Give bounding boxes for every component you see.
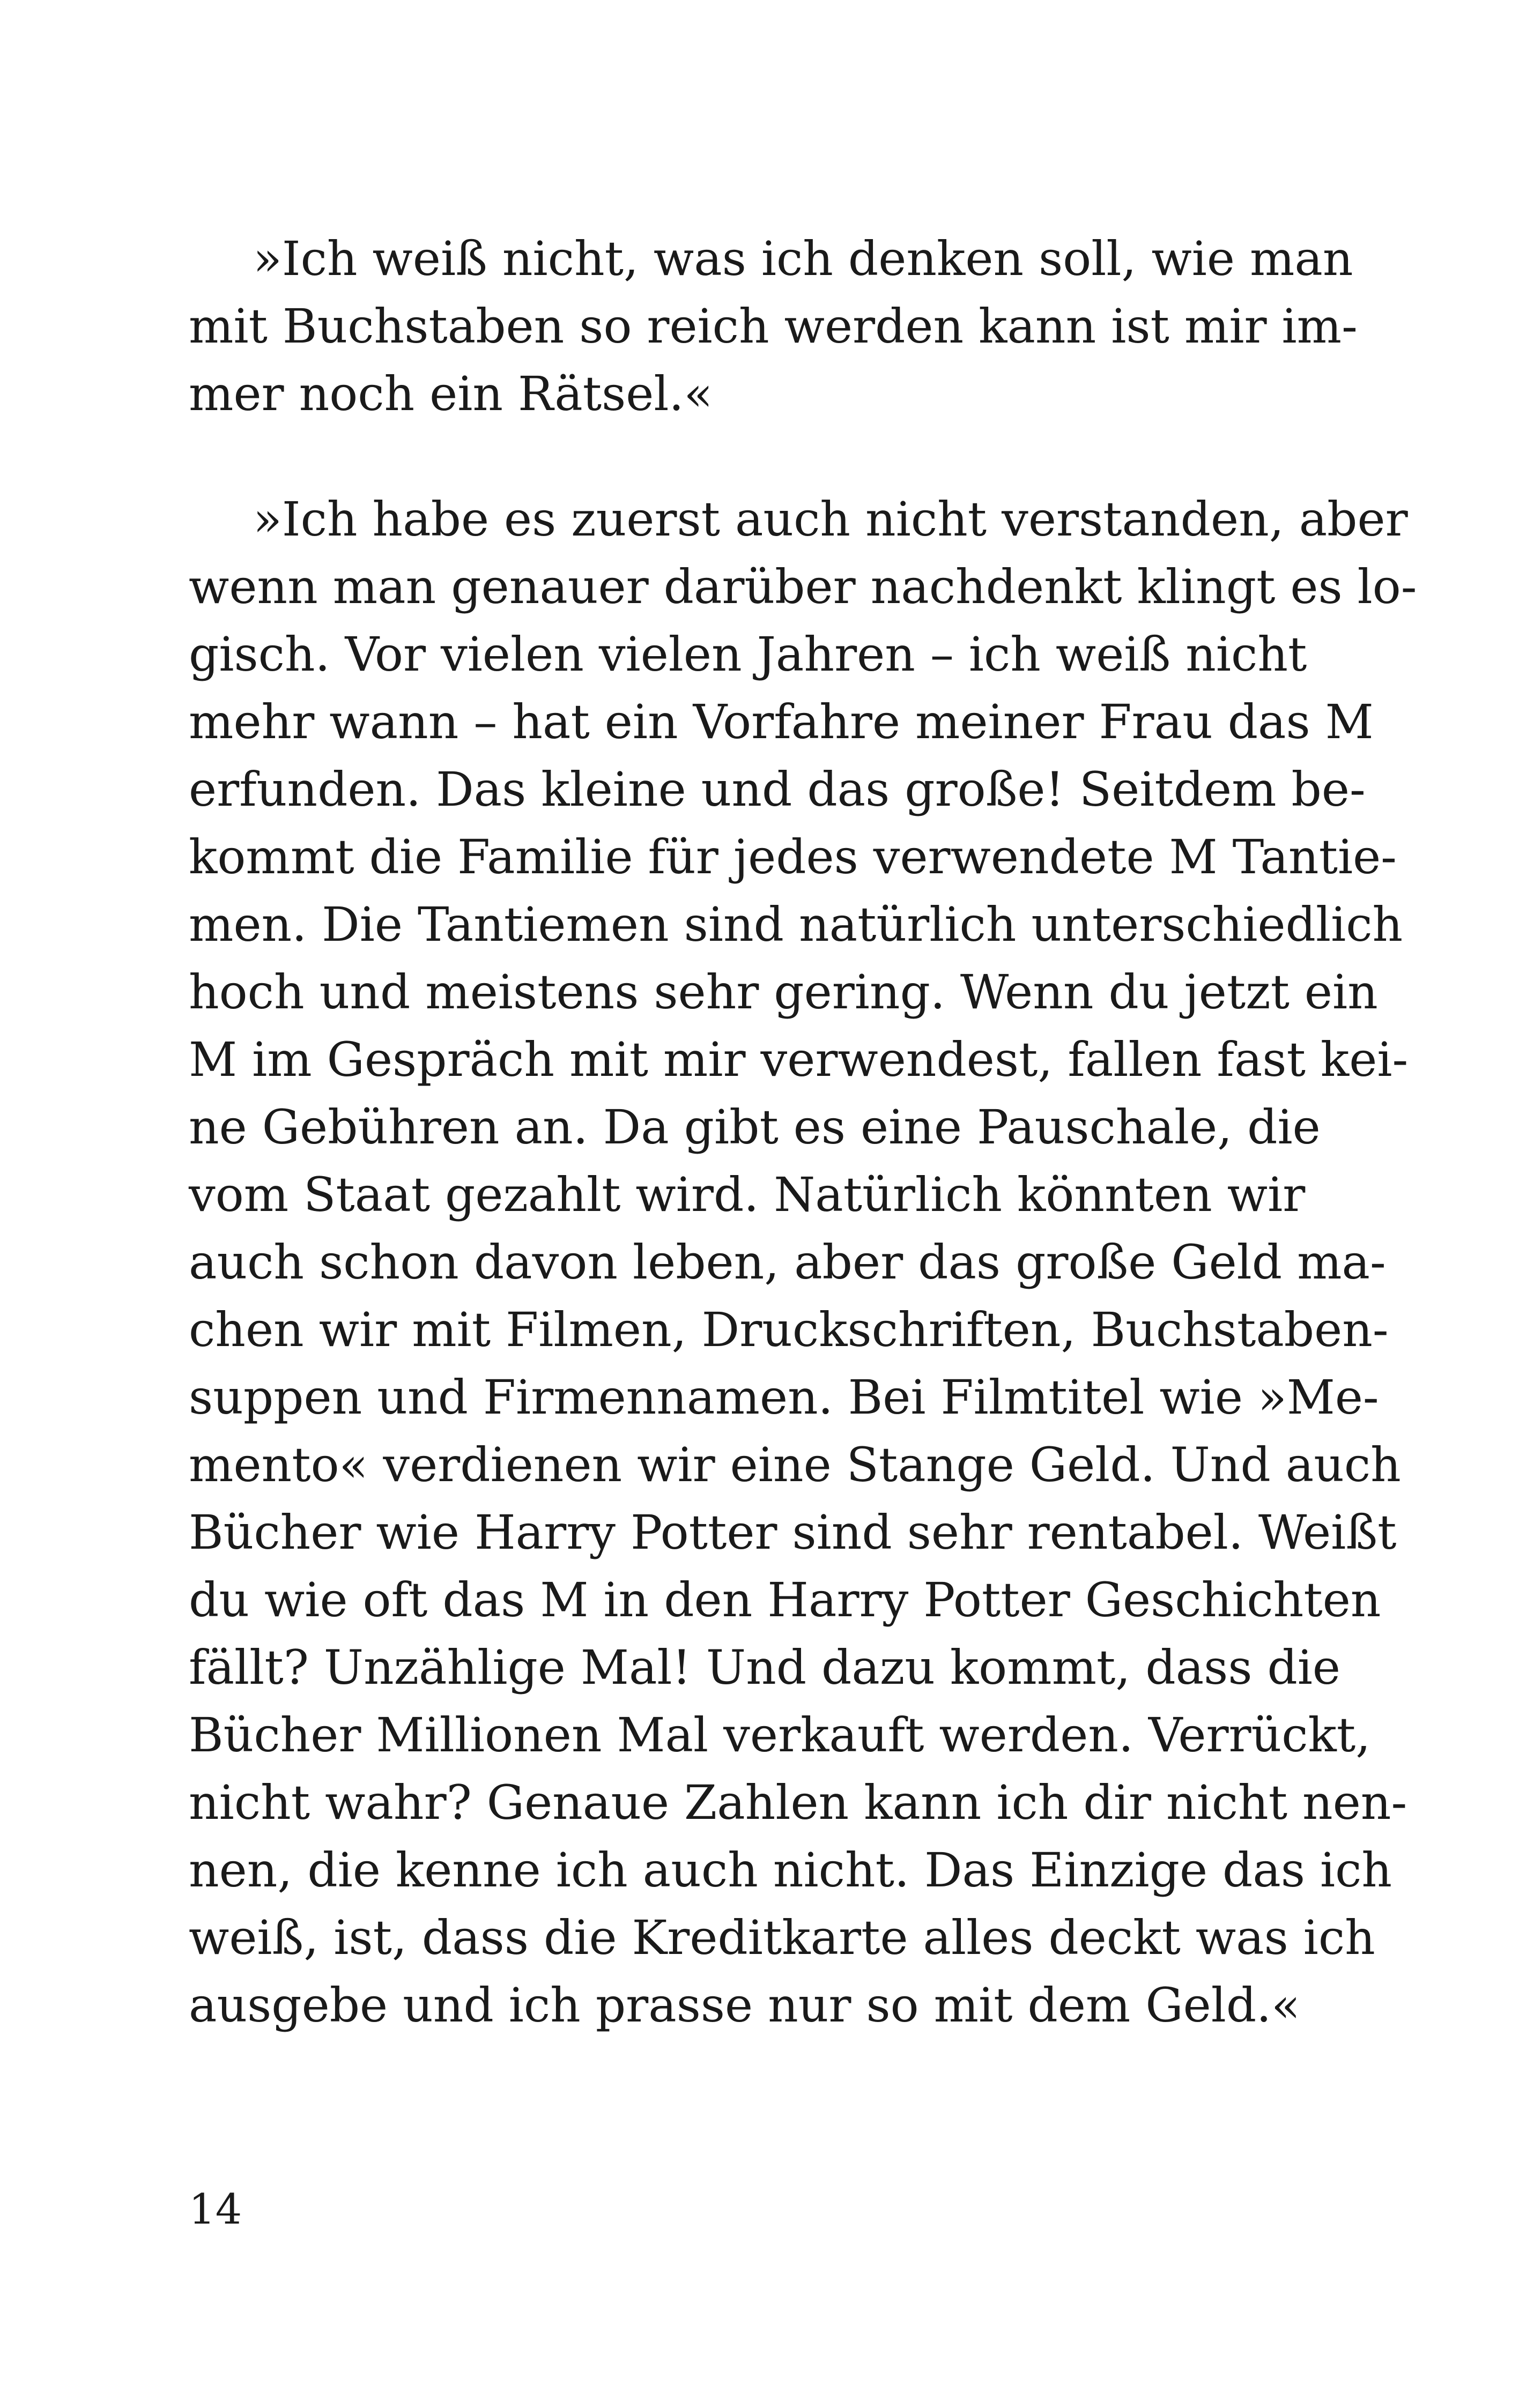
body-text: [189, 225, 1417, 2039]
text-line: Bücher wie Harry Potter sind sehr rentabel. Weißt: [189, 1505, 1397, 1560]
text-line: fällt? Unzählige Mal! Und dazu kommt, dass die: [189, 1640, 1341, 1695]
text-line: vom Staat gezahlt wird. Natürlich könnten wir: [189, 1167, 1306, 1222]
text-line: ne Gebühren an. Da gibt es eine Pauschale, die: [189, 1099, 1321, 1155]
text-line: ausgebe und ich prasse nur so mit dem Geld.«: [189, 1978, 1300, 2033]
text-line: suppen und Firmennamen. Bei Filmtitel wie »Me-: [189, 1370, 1379, 1425]
text-line: mento« verdienen wir eine Stange Geld. Und auch: [189, 1437, 1401, 1492]
text-line: mehr wann – hat ein Vorfahre meiner Frau das M: [189, 694, 1374, 749]
text-line: gisch. Vor vielen vielen Jahren – ich weiß nicht: [189, 627, 1307, 682]
text-line: auch schon davon leben, aber das große Geld ma-: [189, 1235, 1386, 1290]
text-line: nicht wahr? Genaue Zahlen kann ich dir nicht nen-: [189, 1775, 1407, 1830]
page-number: 14: [189, 2186, 242, 2234]
text-line: »Ich weiß nicht, was ich denken soll, wie man: [253, 231, 1353, 286]
text-line: erfunden. Das kleine und das große! Seitdem be-: [189, 762, 1366, 817]
text-line: wenn man genauer darüber nachdenkt klingt es lo-: [189, 559, 1417, 614]
text-line: chen wir mit Filmen, Druckschriften, Buchstaben-: [189, 1302, 1389, 1357]
paragraph-gap: [189, 428, 1293, 486]
text-line: »Ich habe es zuerst auch nicht verstanden, aber: [253, 492, 1408, 547]
text-line: du wie oft das M in den Harry Potter Geschichten: [189, 1572, 1381, 1627]
text-line: M im Gespräch mit mir verwendest, fallen fast kei-: [189, 1032, 1409, 1087]
text-line: men. Die Tantiemen sind natürlich unterschiedlich: [189, 897, 1403, 952]
text-line: weiß, ist, dass die Kreditkarte alles deckt was ich: [189, 1910, 1375, 1965]
paragraph-2: [189, 486, 1417, 2039]
text-line: hoch und meistens sehr gering. Wenn du jetzt ein: [189, 964, 1378, 1020]
text-line: nen, die kenne ich auch nicht. Das Einzige das ich: [189, 1842, 1392, 1898]
text-line: mer noch ein Rätsel.«: [189, 366, 713, 421]
text-line: Bücher Millionen Mal verkauft werden. Verrückt,: [189, 1707, 1371, 1763]
text-line: kommt die Familie für jedes verwendete M Tantie-: [189, 829, 1397, 885]
text-line: mit Buchstaben so reich werden kann ist mir im-: [189, 299, 1358, 354]
paragraph-1: [189, 225, 1358, 428]
